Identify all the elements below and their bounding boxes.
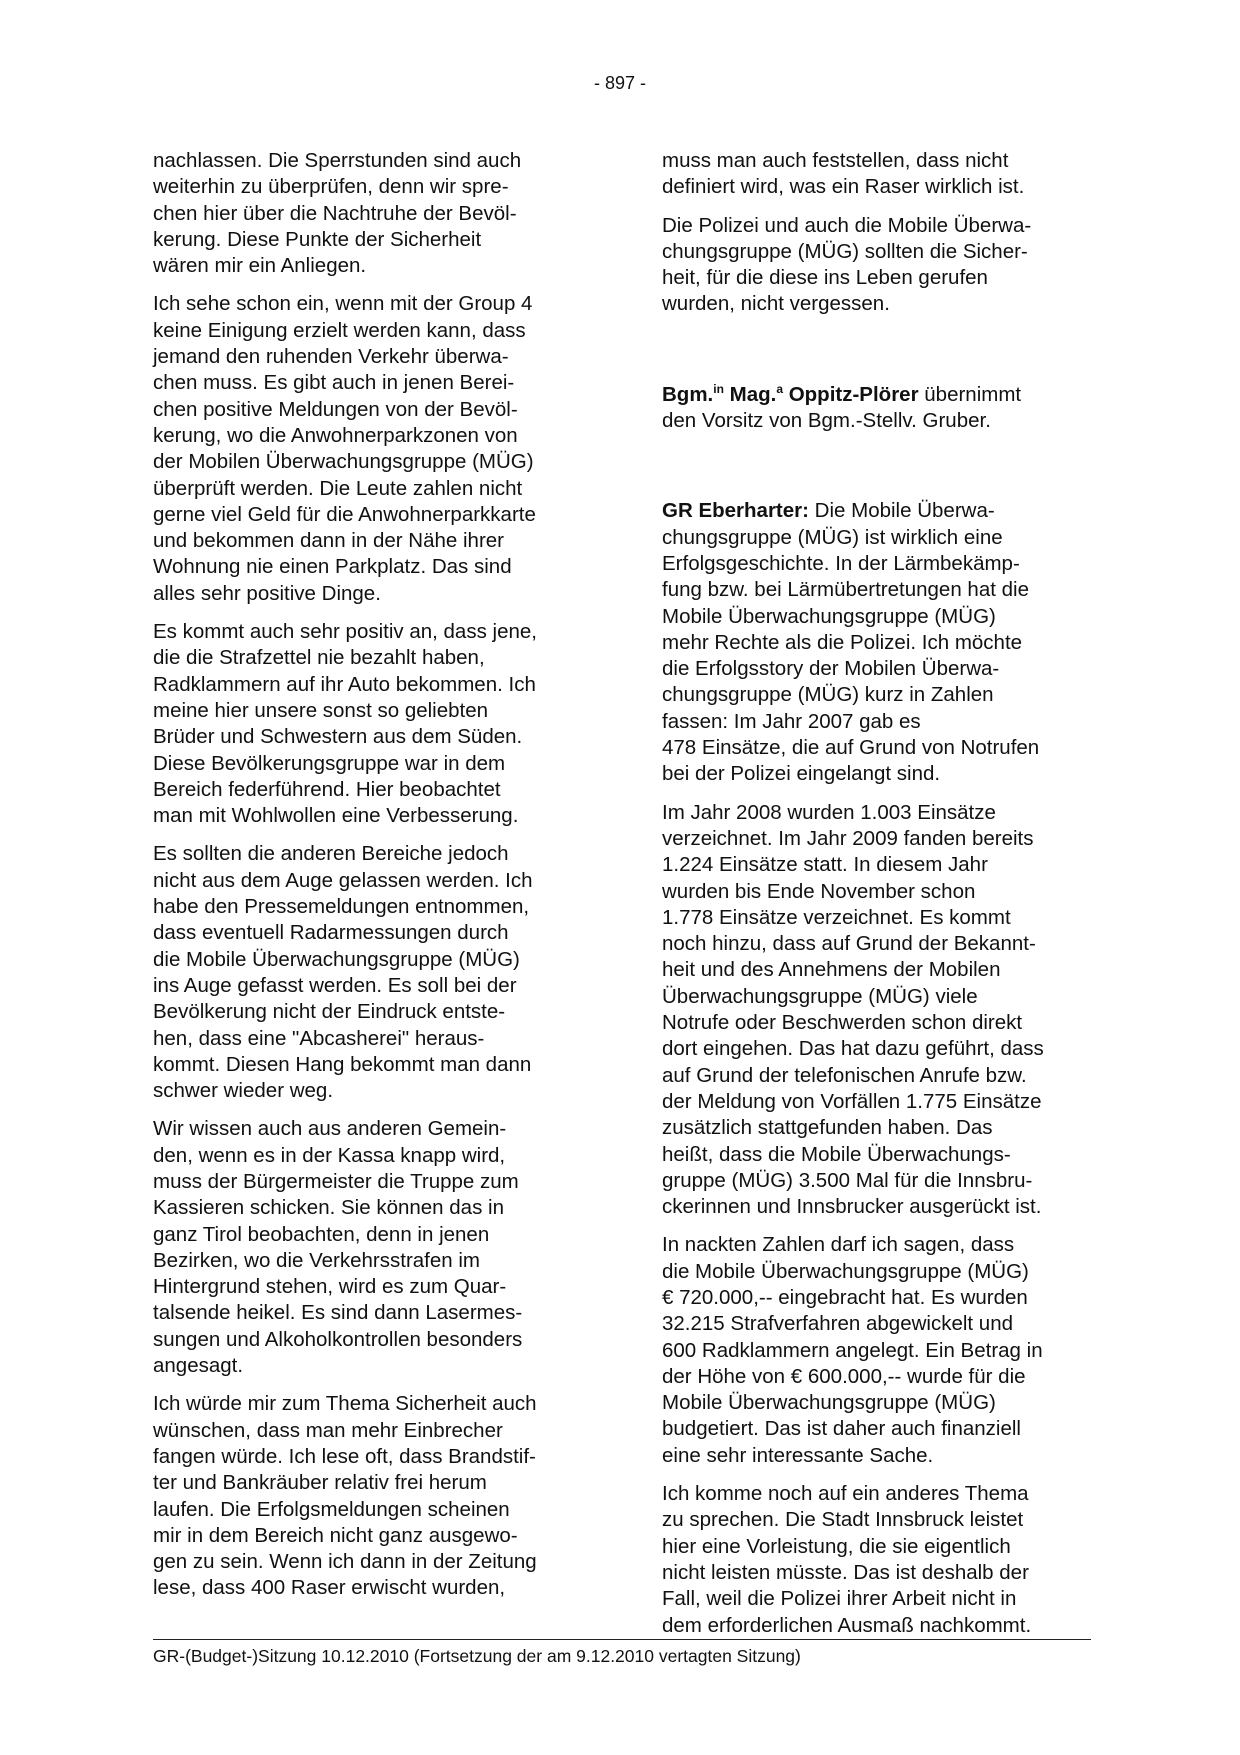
paragraph	[662, 148, 1108, 201]
text-line: nicht aus dem Auge gelassen werden. Ich	[153, 868, 533, 892]
speaker-first-text: Die Mobile Überwa-	[814, 499, 995, 523]
chair-change-paragraph	[662, 382, 1108, 435]
speaker-name: GR Eberharter:	[662, 499, 809, 523]
text-line: laufen. Die Erfolgsmeldungen scheinen	[153, 1497, 510, 1521]
text-line: chen hier über die Nachtruhe der Bevöl-	[153, 201, 517, 225]
chair-title-2: Mag.$^a$	[729, 381, 784, 406]
paragraph	[662, 1481, 1108, 1639]
text-line: wären mir ein Anliegen.	[153, 254, 367, 278]
text-line: lese, dass 400 Raser erwischt wurden,	[153, 1576, 506, 1600]
text-line: die die Strafzettel nie bezahlt haben,	[153, 646, 485, 670]
text-line: Ich komme noch auf ein anderes Thema	[662, 1482, 1029, 1506]
text-line: Notrufe oder Beschwerden schon direkt	[662, 1011, 1023, 1035]
text-line: Bevölkerung nicht der Eindruck entste-	[153, 1000, 506, 1024]
text-line: Ich sehe schon ein, wenn mit der Group 4	[153, 292, 533, 316]
text-line: auf Grund der telefonischen Anrufe bzw.	[662, 1063, 1027, 1087]
text-line: nicht leisten müsste. Das ist deshalb der	[662, 1560, 1029, 1584]
paragraph	[662, 213, 1108, 318]
text-line: mir in dem Bereich nicht ganz ausgewo-	[153, 1523, 518, 1547]
text-line: man mit Wohlwollen eine Verbesserung.	[153, 804, 519, 828]
text-line: habe den Pressemeldungen entnommen,	[153, 895, 530, 919]
text-line: der Mobilen Überwachungsgruppe (MÜG)	[153, 450, 534, 474]
text-line: kommt. Diesen Hang bekommt man dann	[153, 1052, 532, 1076]
text-line: Fall, weil die Polizei ihrer Arbeit nicht in	[662, 1587, 1017, 1611]
text-line: eine sehr interessante Sache.	[662, 1443, 934, 1467]
text-line: der Meldung von Vorfällen 1.775 Einsätze	[662, 1089, 1042, 1113]
text-line: muss man auch feststellen, dass nicht	[662, 149, 1009, 172]
paragraph	[153, 1391, 599, 1601]
text-line: ganz Tirol beobachten, denn in jenen	[153, 1222, 490, 1246]
text-line: dem erforderlichen Ausmaß nachkommt.	[662, 1613, 1032, 1637]
footer-divider	[153, 1639, 1091, 1640]
text-line: kerung, wo die Anwohnerparkzonen von	[153, 423, 518, 447]
text-line: In nackten Zahlen darf ich sagen, dass	[662, 1233, 1015, 1257]
text-line: verzeichnet. Im Jahr 2009 fanden bereits	[662, 826, 1034, 850]
text-line: talsende heikel. Es sind dann Lasermes-	[153, 1301, 523, 1325]
text-line: zu sprechen. Die Stadt Innsbruck leistet	[662, 1508, 1024, 1532]
text-line: Ich würde mir zum Thema Sicherheit auch	[153, 1392, 537, 1416]
text-line: Im Jahr 2008 wurden 1.003 Einsätze	[662, 800, 996, 824]
text-line: Diese Bevölkerungsgruppe war in dem	[153, 751, 506, 775]
text-line: wünschen, dass man mehr Einbrecher	[153, 1418, 503, 1442]
text-line: Bereich federführend. Hier beobachtet	[153, 777, 501, 801]
text-line: mehr Rechte als die Polizei. Ich möchte	[662, 630, 1023, 654]
text-line: meine hier unsere sonst so geliebten	[153, 698, 489, 722]
text-line: chungsgruppe (MÜG) sollten die Sicher-	[662, 239, 1028, 263]
text-line: alles sehr positive Dinge.	[153, 581, 381, 605]
text-line: nachlassen. Die Sperrstunden sind auch	[153, 149, 522, 172]
text-line: 32.215 Strafverfahren abgewickelt und	[662, 1312, 1014, 1336]
text-line: € 720.000,-- eingebracht hat. Es wurden	[662, 1285, 1028, 1309]
text-line: chungsgruppe (MÜG) kurz in Zahlen	[662, 683, 994, 707]
text-line: wurden, nicht vergessen.	[662, 292, 890, 316]
text-line: heit, für die diese ins Leben gerufen	[662, 266, 988, 290]
text-line: der Höhe von € 600.000,-- wurde für die	[662, 1364, 1026, 1388]
text-line: zusätzlich stattgefunden haben. Das	[662, 1116, 993, 1140]
text-line: den, wenn es in der Kassa knapp wird,	[153, 1143, 506, 1167]
chair-change-text: übernimmt	[924, 382, 1022, 406]
right-column	[662, 148, 1108, 1651]
page-number: - 897 -	[593, 73, 647, 93]
chair-change-line-1	[662, 382, 1108, 408]
text-line: Mobile Überwachungsgruppe (MÜG)	[662, 604, 996, 628]
text-line: heißt, dass die Mobile Überwachungs-	[662, 1142, 1011, 1166]
text-line: gruppe (MÜG) 3.500 Mal für die Innsbru-	[662, 1168, 1033, 1192]
text-line: Radklammern auf ihr Auto bekommen. Ich	[153, 672, 536, 696]
text-line: gerne viel Geld für die Anwohnerparkkarte	[153, 502, 536, 526]
text-line: die Erfolgsstory der Mobilen Überwa-	[662, 657, 1000, 681]
text-line: jemand den ruhenden Verkehr überwa-	[153, 345, 509, 369]
text-line: fangen würde. Ich lese oft, dass Brandstif-	[153, 1444, 536, 1468]
section-gap	[662, 330, 1108, 382]
text-line: fassen: Im Jahr 2007 gab es	[662, 709, 921, 733]
text-line: keine Einigung erzielt werden kann, dass	[153, 318, 526, 342]
text-line: bei der Polizei eingelangt sind.	[662, 762, 941, 786]
paragraph	[662, 1232, 1108, 1469]
text-line: Bezirken, wo die Verkehrsstrafen im	[153, 1248, 480, 1272]
chair-title-1: Bgm.$^{in}$	[662, 381, 724, 406]
text-line: hen, dass eine "Abcasherei" heraus-	[153, 1026, 485, 1050]
text-line: weiterhin zu überprüfen, denn wir spre-	[153, 175, 509, 199]
text-line: fung bzw. bei Lärmübertretungen hat die	[662, 578, 1029, 602]
footer-text: GR-(Budget-)Sitzung 10.12.2010 (Fortsetzung der am 9.12.2010 vertagten Sitzung)	[153, 1646, 801, 1666]
text-line: ins Auge gefasst werden. Es soll bei der	[153, 973, 517, 997]
text-line: Die Polizei und auch die Mobile Überwa-	[662, 213, 1032, 237]
text-line: die Mobile Überwachungsgruppe (MÜG)	[153, 947, 520, 971]
text-line: noch hinzu, dass auf Grund der Bekannt-	[662, 932, 1036, 956]
text-line: 478 Einsätze, die auf Grund von Notrufen	[662, 736, 1040, 760]
text-line: ter und Bankräuber relativ frei herum	[153, 1471, 487, 1495]
text-line: definiert wird, was ein Raser wirklich ist.	[662, 175, 1025, 199]
speaker-first-line	[662, 498, 1108, 524]
paragraph	[153, 291, 599, 607]
text-line: Es kommt auch sehr positiv an, dass jene,	[153, 620, 537, 644]
text-line: Kassieren schicken. Sie können das in	[153, 1196, 504, 1220]
text-line: 600 Radklammern angelegt. Ein Betrag in	[662, 1338, 1043, 1362]
text-line: Wir wissen auch aus anderen Gemein-	[153, 1117, 507, 1141]
text-line: chungsgruppe (MÜG) ist wirklich eine	[662, 525, 1003, 549]
text-line: dort eingehen. Das hat dazu geführt, dass	[662, 1037, 1044, 1061]
section-gap	[662, 446, 1108, 498]
text-line: und bekommen dann in der Nähe ihrer	[153, 529, 504, 553]
chair-change-line-2: den Vorsitz von Bgm.-Stellv. Gruber.	[662, 409, 991, 433]
text-line: 1.778 Einsätze verzeichnet. Es kommt	[662, 905, 1011, 929]
text-line: schwer wieder weg.	[153, 1079, 334, 1103]
paragraph	[662, 800, 1108, 1221]
text-line: angesagt.	[153, 1354, 244, 1378]
text-line: hier eine Vorleistung, die sie eigentlich	[662, 1534, 1011, 1558]
text-line: Hintergrund stehen, wird es zum Quar-	[153, 1275, 507, 1299]
speaker-paragraph	[662, 498, 1108, 787]
text-line: chen positive Meldungen von der Bevöl-	[153, 397, 518, 421]
text-line: wurden bis Ende November schon	[662, 879, 976, 903]
text-line: 1.224 Einsätze statt. In diesem Jahr	[662, 853, 988, 877]
text-line: budgetiert. Das ist daher auch finanziell	[662, 1417, 1021, 1441]
text-line: die Mobile Überwachungsgruppe (MÜG)	[662, 1259, 1029, 1283]
text-line: Wohnung nie einen Parkplatz. Das sind	[153, 555, 512, 579]
text-line: ckerinnen und Innsbrucker ausgerückt ist.	[662, 1195, 1042, 1219]
text-line: chen muss. Es gibt auch in jenen Berei-	[153, 371, 515, 395]
text-line: dass eventuell Radarmessungen durch	[153, 921, 509, 945]
text-line: heit und des Annehmens der Mobilen	[662, 958, 1001, 982]
paragraph	[153, 1116, 599, 1379]
left-column	[153, 148, 599, 1614]
text-line: gen zu sein. Wenn ich dann in der Zeitung	[153, 1550, 537, 1574]
text-line: Mobile Überwachungsgruppe (MÜG)	[662, 1391, 996, 1415]
paragraph	[153, 619, 599, 829]
chair-name: Oppitz-Plörer	[788, 382, 919, 406]
text-line: Es sollten die anderen Bereiche jedoch	[153, 842, 509, 866]
text-line: Überwachungsgruppe (MÜG) viele	[662, 984, 978, 1008]
text-line: Erfolgsgeschichte. In der Lärmbekämp-	[662, 551, 1020, 575]
text-line: sungen und Alkoholkontrollen besonders	[153, 1327, 523, 1351]
text-line: Brüder und Schwestern aus dem Süden.	[153, 725, 523, 749]
text-line: überprüft werden. Die Leute zahlen nicht	[153, 476, 523, 500]
paragraph	[153, 148, 599, 279]
text-line: muss der Bürgermeister die Truppe zum	[153, 1169, 519, 1193]
text-line: kerung. Diese Punkte der Sicherheit	[153, 227, 482, 251]
paragraph	[153, 841, 599, 1104]
